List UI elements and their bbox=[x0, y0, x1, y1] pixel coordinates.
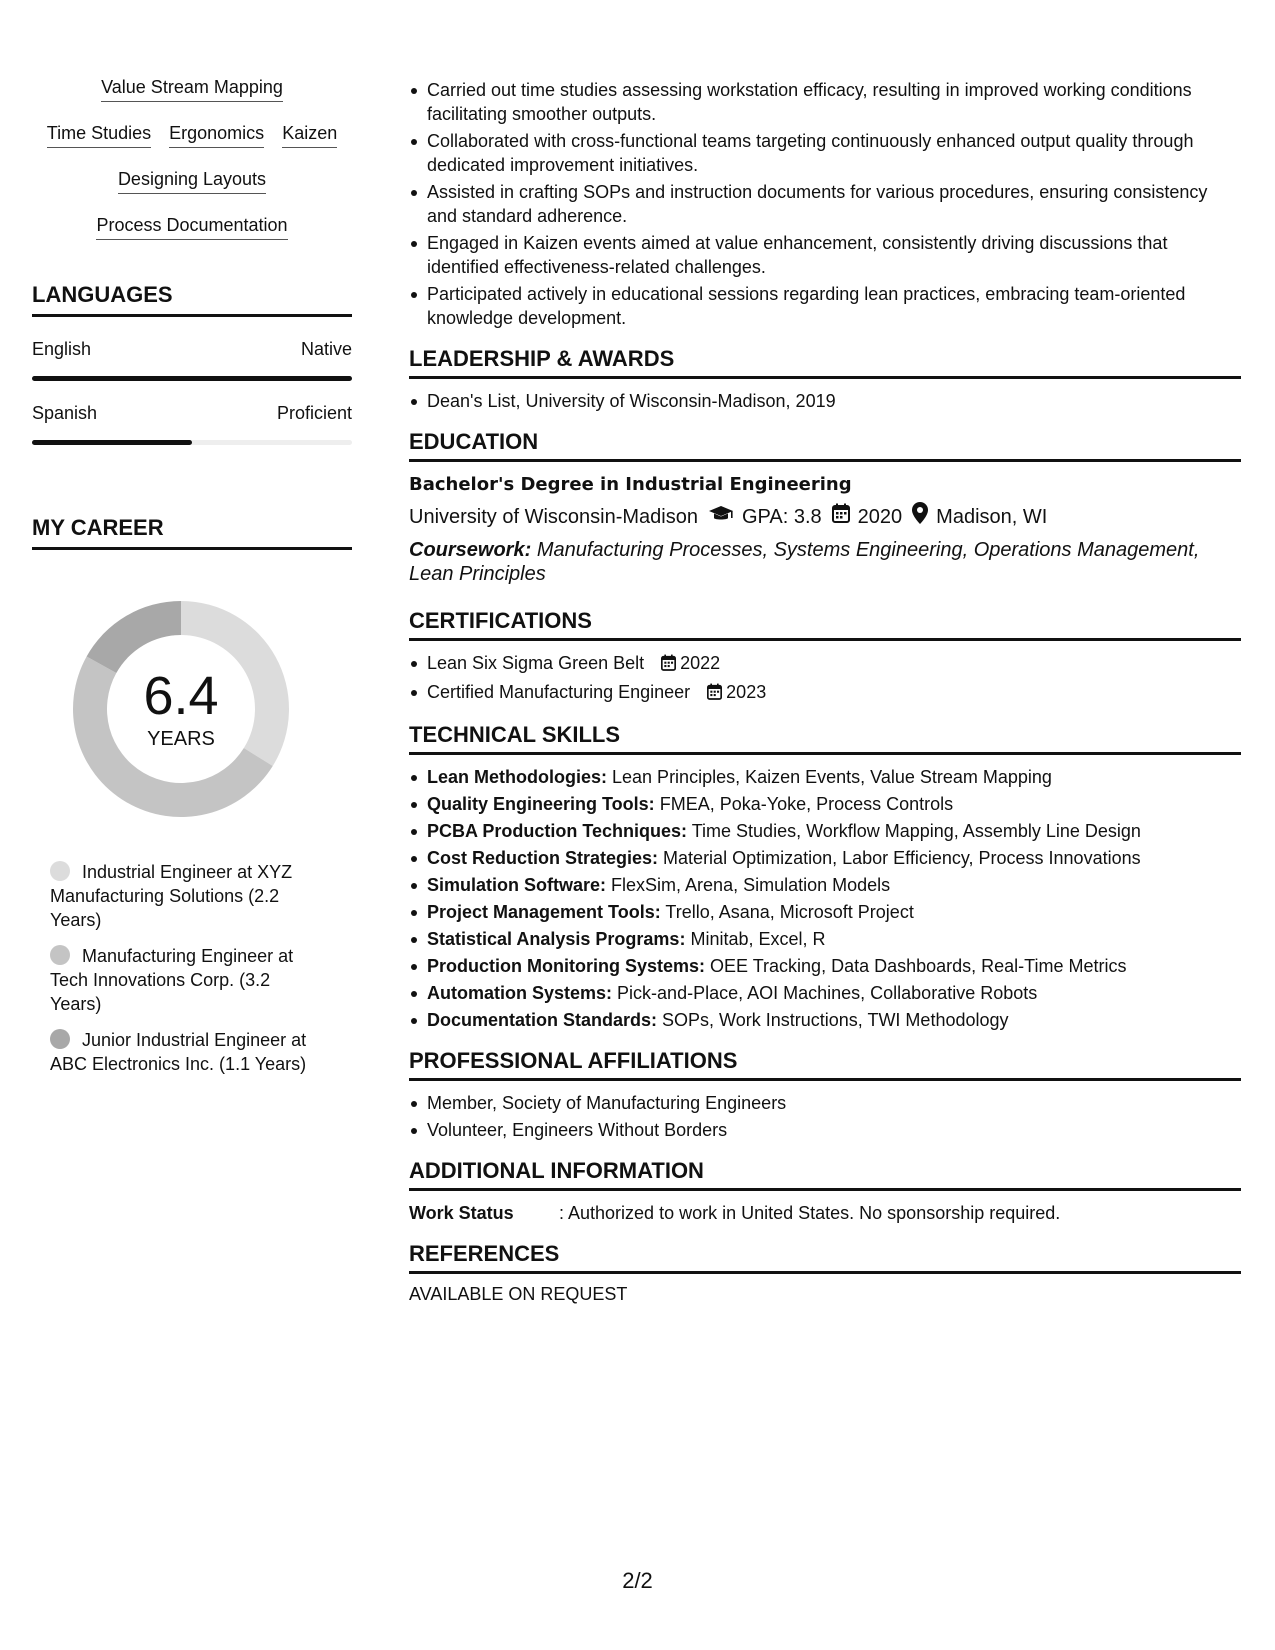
career-item-text: Manufacturing Engineer at Tech Innovations Corp. (3.2 Years) bbox=[50, 946, 294, 1014]
experience-bullet: Carried out time studies assessing workstation efficacy, resulting in improved working conditions facilitating smoother outputs. bbox=[409, 78, 1241, 126]
education-details bbox=[409, 502, 1241, 532]
graduation-cap-icon bbox=[708, 503, 734, 531]
experience-bullet: Collaborated with cross-functional teams targeting continuously enhanced output quality through dedicated improvement initiatives. bbox=[409, 129, 1241, 177]
certification-year: 2022 bbox=[680, 653, 721, 673]
language-bar bbox=[32, 440, 352, 445]
skill-value: Pick-and-Place, AOI Machines, Collaborative Robots bbox=[617, 983, 1038, 1003]
references-text: AVAILABLE ON REQUEST bbox=[409, 1284, 628, 1304]
career-item bbox=[50, 1028, 310, 1076]
career-total-years: 6.4 bbox=[143, 665, 219, 726]
skill-value: Material Optimization, Labor Efficiency, Process Innovations bbox=[663, 848, 1141, 868]
skill-label: Production Monitoring Systems: bbox=[427, 956, 706, 976]
skill-label: Automation Systems: bbox=[427, 983, 613, 1003]
career-item bbox=[50, 944, 310, 1016]
language-row bbox=[32, 403, 352, 424]
donut-center bbox=[66, 594, 296, 824]
degree-title: Bachelor's Degree in Industrial Engineering bbox=[409, 474, 852, 495]
affiliation-item: Member, Society of Manufacturing Engineers bbox=[409, 1091, 1241, 1115]
leadership-item: Dean's List, University of Wisconsin-Madison, 2019 bbox=[409, 389, 1241, 413]
skill-label: PCBA Production Techniques: bbox=[427, 821, 688, 841]
work-status-value: : Authorized to work in United States. No sponsorship required. bbox=[559, 1203, 1061, 1223]
work-status-label: Work Status bbox=[409, 1203, 514, 1223]
skill-tag: Ergonomics bbox=[169, 122, 264, 148]
leadership-heading: LEADERSHIP & AWARDS bbox=[409, 346, 1241, 379]
skill-label: Project Management Tools: bbox=[427, 902, 661, 922]
references-heading: REFERENCES bbox=[409, 1241, 1241, 1274]
page-number: 2/2 bbox=[622, 1568, 653, 1593]
certification-item bbox=[409, 680, 1241, 706]
certifications-heading: CERTIFICATIONS bbox=[409, 608, 1241, 641]
skill-item bbox=[409, 954, 1241, 978]
language-row bbox=[32, 339, 352, 360]
school-name: University of Wisconsin-Madison bbox=[409, 506, 698, 528]
skill-item bbox=[409, 900, 1241, 924]
work-status-row bbox=[409, 1201, 1241, 1225]
skill-item bbox=[409, 792, 1241, 816]
coursework-label: Coursework: bbox=[409, 539, 532, 561]
coursework bbox=[409, 538, 1241, 586]
language-bar-fill bbox=[32, 440, 192, 445]
language-bar bbox=[32, 376, 352, 381]
career-item-text: Junior Industrial Engineer at ABC Electronics Inc. (1.1 Years) bbox=[50, 1030, 307, 1074]
skill-value: Time Studies, Workflow Mapping, Assembly Line Design bbox=[691, 821, 1141, 841]
skill-label: Documentation Standards: bbox=[427, 1010, 658, 1030]
language-english bbox=[32, 339, 352, 381]
right-column bbox=[409, 78, 1241, 1305]
language-name: Spanish bbox=[32, 403, 98, 423]
career-donut-chart bbox=[66, 594, 296, 824]
skills-row bbox=[32, 76, 352, 102]
education-location: Madison, WI bbox=[936, 506, 1048, 528]
career-item-text: Industrial Engineer at XYZ Manufacturing Solutions (2.2 Years) bbox=[50, 862, 293, 930]
calendar-icon bbox=[661, 653, 676, 677]
skill-label: Quality Engineering Tools: bbox=[427, 794, 655, 814]
location-pin-icon bbox=[912, 502, 928, 532]
skills-row bbox=[32, 168, 352, 194]
skill-value: Trello, Asana, Microsoft Project bbox=[665, 902, 914, 922]
career-legend bbox=[50, 860, 310, 1076]
coursework-list: Manufacturing Processes, Systems Engineering, Operations Management, Lean Principles bbox=[409, 539, 1200, 585]
skill-value: FlexSim, Arena, Simulation Models bbox=[611, 875, 891, 895]
language-level: Native bbox=[300, 339, 352, 359]
skills-tags bbox=[32, 76, 352, 240]
career-item bbox=[50, 860, 310, 932]
experience-bullets bbox=[409, 78, 1241, 330]
skills-row bbox=[32, 214, 352, 240]
affiliations-heading: PROFESSIONAL AFFILIATIONS bbox=[409, 1048, 1241, 1081]
left-column bbox=[32, 76, 352, 1088]
skill-value: Lean Principles, Kaizen Events, Value Stream Mapping bbox=[612, 767, 1052, 787]
technical-skills-list bbox=[409, 765, 1241, 1032]
certification-year-wrap bbox=[661, 653, 720, 673]
education-heading: EDUCATION bbox=[409, 429, 1241, 462]
legend-dot bbox=[50, 945, 70, 965]
affiliations-list bbox=[409, 1091, 1241, 1142]
certifications-list bbox=[409, 651, 1241, 706]
calendar-icon bbox=[707, 682, 722, 706]
skill-label: Simulation Software: bbox=[427, 875, 607, 895]
skill-tag: Designing Layouts bbox=[118, 168, 266, 194]
skill-tag: Kaizen bbox=[282, 122, 337, 148]
skill-tag: Value Stream Mapping bbox=[101, 76, 283, 102]
skill-tag: Process Documentation bbox=[96, 214, 287, 240]
certification-name: Lean Six Sigma Green Belt bbox=[427, 653, 645, 673]
legend-dot bbox=[50, 1029, 70, 1049]
leadership-list bbox=[409, 389, 1241, 413]
career-total-unit: YEARS bbox=[147, 727, 215, 750]
languages-heading: LANGUAGES bbox=[32, 282, 352, 317]
experience-bullet: Assisted in crafting SOPs and instruction documents for various procedures, ensuring consistency and standard adherence. bbox=[409, 180, 1241, 228]
skill-value: SOPs, Work Instructions, TWI Methodology bbox=[662, 1010, 1009, 1030]
skill-label: Lean Methodologies: bbox=[427, 767, 607, 787]
gpa: GPA: 3.8 bbox=[741, 506, 822, 528]
skill-item bbox=[409, 819, 1241, 843]
skills-row bbox=[32, 122, 352, 148]
skill-item bbox=[409, 846, 1241, 870]
language-bar-fill bbox=[32, 376, 352, 381]
skill-value: Minitab, Excel, R bbox=[690, 929, 826, 949]
skill-label: Statistical Analysis Programs: bbox=[427, 929, 686, 949]
certification-year: 2023 bbox=[726, 682, 767, 702]
career-heading: MY CAREER bbox=[32, 515, 352, 550]
experience-bullet: Participated actively in educational sessions regarding lean practices, embracing team-oriented knowledge development. bbox=[409, 282, 1241, 330]
skill-value: OEE Tracking, Data Dashboards, Real-Time Metrics bbox=[710, 956, 1127, 976]
certification-item bbox=[409, 651, 1241, 677]
language-spanish bbox=[32, 403, 352, 445]
additional-info-heading: ADDITIONAL INFORMATION bbox=[409, 1158, 1241, 1191]
skill-item bbox=[409, 927, 1241, 951]
skill-item bbox=[409, 1008, 1241, 1032]
experience-bullet: Engaged in Kaizen events aimed at value enhancement, consistently driving discussions that identified effectiveness-related challenges. bbox=[409, 231, 1241, 279]
language-name: English bbox=[32, 339, 92, 359]
skill-tag: Time Studies bbox=[47, 122, 151, 148]
certification-year-wrap bbox=[707, 682, 766, 702]
skill-label: Cost Reduction Strategies: bbox=[427, 848, 659, 868]
skill-item bbox=[409, 765, 1241, 789]
calendar-icon bbox=[832, 503, 850, 531]
skill-item bbox=[409, 873, 1241, 897]
certification-name: Certified Manufacturing Engineer bbox=[427, 682, 691, 702]
legend-dot bbox=[50, 861, 70, 881]
technical-skills-heading: TECHNICAL SKILLS bbox=[409, 722, 1241, 755]
graduation-year: 2020 bbox=[857, 506, 903, 528]
affiliation-item: Volunteer, Engineers Without Borders bbox=[409, 1118, 1241, 1142]
skill-item bbox=[409, 981, 1241, 1005]
skill-value: FMEA, Poka-Yoke, Process Controls bbox=[659, 794, 954, 814]
language-level: Proficient bbox=[276, 403, 352, 423]
